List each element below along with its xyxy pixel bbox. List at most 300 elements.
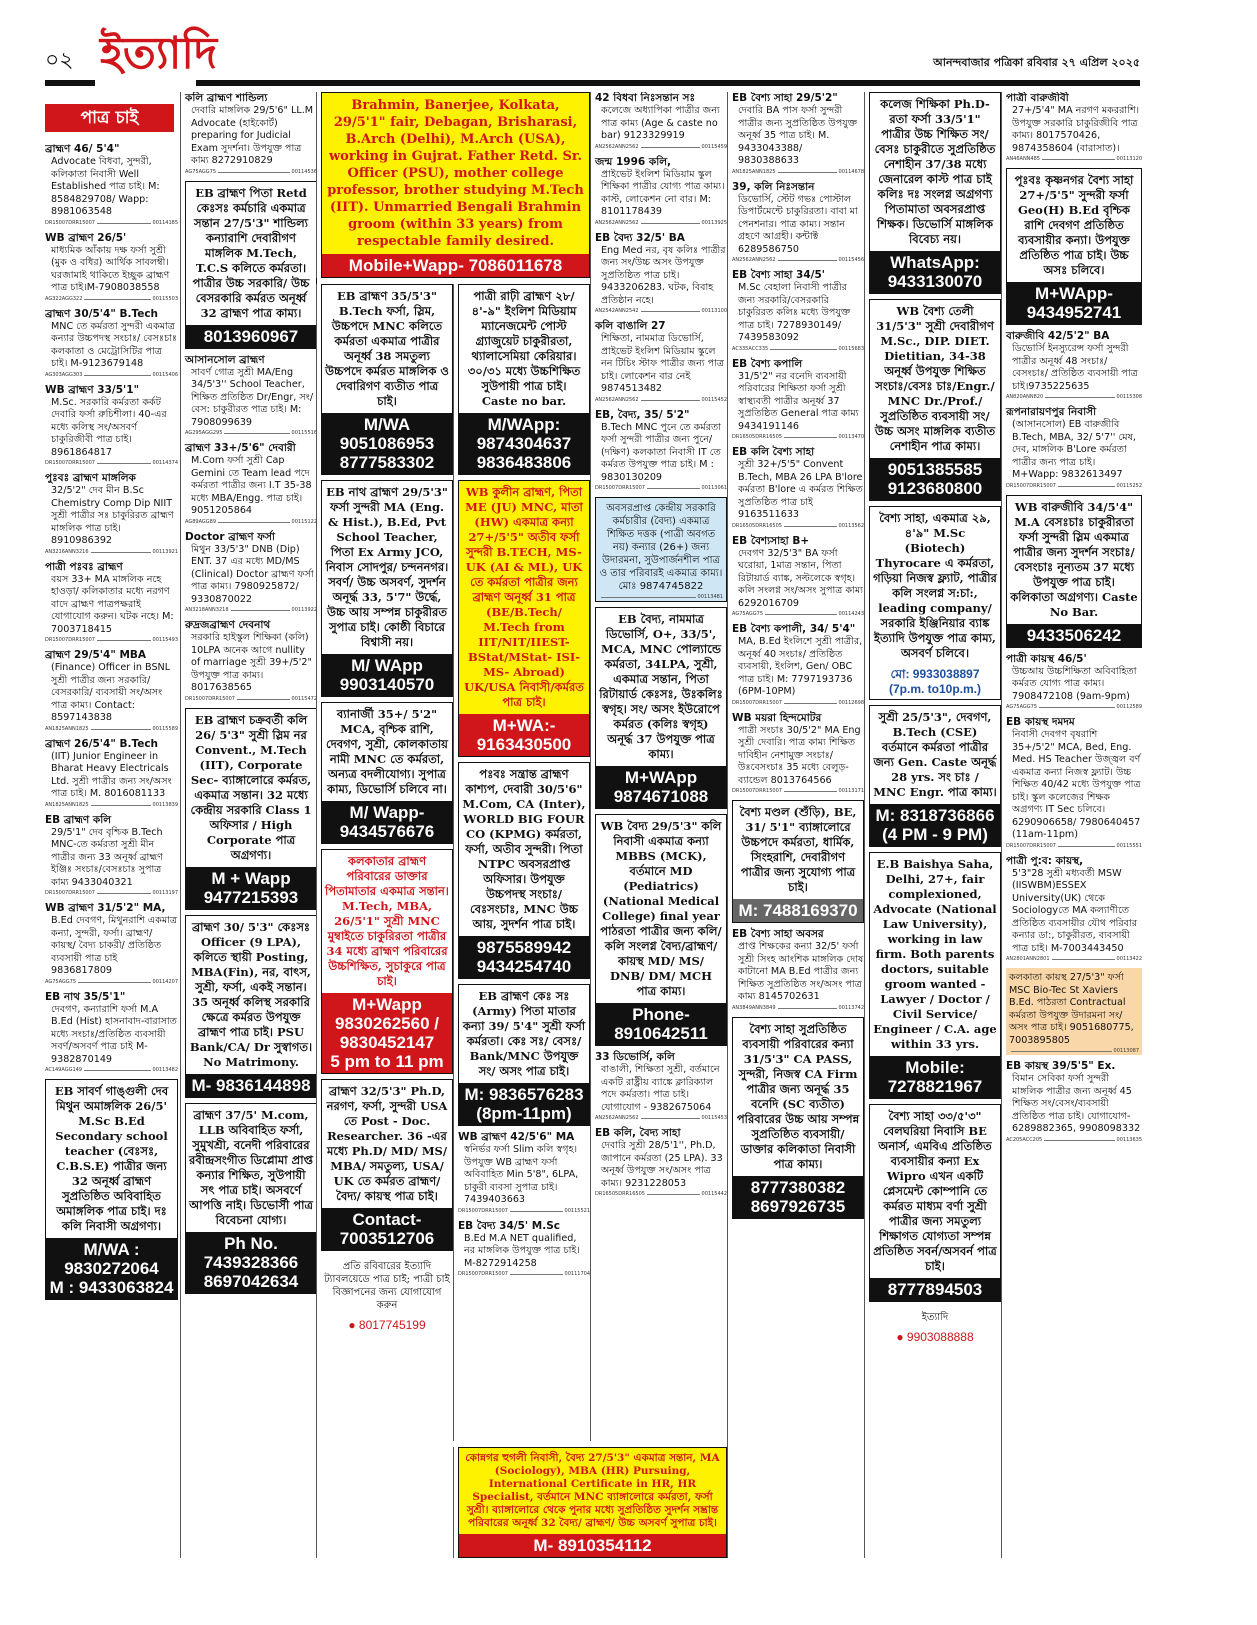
ad-code: AN3216ANN3216 [45, 548, 89, 555]
ad-phone-number[interactable]: Ph No. 7439328366 8697042634 [186, 1232, 316, 1293]
ad-ref-number: 00114207 [152, 978, 178, 985]
ad-phone-number[interactable]: 9433506242 [1007, 624, 1141, 647]
ad-code: DR15007DRR15007 [732, 788, 782, 794]
boxed-ad [732, 800, 864, 923]
ad-phone-number[interactable]: M- 9836144898 [186, 1074, 316, 1097]
ad-code-line [45, 460, 178, 467]
ad-title: ব্রাহ্মণ 33+/5'6" দেবারী [185, 442, 296, 454]
ad-body: ব্রাহ্মণ 30/ 5'3" কেঃসঃ Officer (9 LPA), কলিতে স্থায়ী Posting, MBA(Fin), নর, বাৎস, সুশ্রী, ফর্সা, একই সন্তান। 35 অনূর্ধ্ব কলিস্থ সরকারি ক্ষেত্রে কর্মরত উপযুক্ত ব্রাহ্মণ পাত্র চাই। PSU Bank/CA/ Dr সুস্বাগত। No Matrimony. [189, 919, 313, 1069]
ad-phone-number[interactable]: ● 9903088888 [869, 1328, 1001, 1347]
ad-code: AG89AGG89 [185, 518, 217, 525]
divider-line [84, 1070, 151, 1071]
divider-line [778, 172, 837, 173]
ad-body: প্রতি রবিবারের ইত্যাদি ট্যাবলয়েডে পাত্র চাই; পাত্রী চাই বিজ্ঞাপনের জন্য যোগাযোগ করুন [324, 1261, 450, 1311]
divider-line [237, 699, 290, 700]
classified-ad [732, 623, 864, 707]
ad-ref-number: 00115459 [701, 143, 727, 150]
ad-code: AN3849ANN3849 [732, 1004, 776, 1011]
ad-code: AG295AGG295 [185, 430, 223, 436]
classified-ad [1006, 653, 1142, 712]
ad-body: EB সাবর্ণ গাঙ্গুলী দেব মিথুন অমাঙ্গলিক 26/5' M.Sc B.Ed Secondary school teacher (বেঃসঃ, C.B.S.E) পাত্রীর জন্য 32 অনূর্ধ্ব ব্রাহ্মণ সুপ্রতিষ্ঠিত অবিবাহিত অমাঙ্গলিক পাত্র চাই। দঃ কলি নিবাসী অগ্রগণ্য। [54, 1084, 169, 1233]
ad-body: ব্রাহ্মণ 37/5' M.com, LLB অবিবাহিত ফর্সা, সুমুখশ্রী, বনেদী পরিবারের রবীন্দ্রসংগীত ডিপ্লোমা প্রাপ্ত কন্যার শিক্ষিত, সুউপায়ী সৎ পাত্র চাই। অসবর্ণে আপত্তি নাই। ডিভোর্সী পাত্র বিবেচনা যোগ্য। [189, 1107, 313, 1227]
ad-body: 31/5'2" নর বনেদি ব্যবসায়ী পরিবারের শিক্ষিতা ফর্সা সুশ্রী স্বাস্থ্যবতী পাত্রীর অনূর্ধ্ব 37 সুপ্রতিষ্ঠিত General পাত্র কাম্য 9434191146 [738, 370, 859, 432]
ad-code-line [1006, 843, 1142, 850]
ad-code-line [599, 594, 723, 601]
ad-ref-number: 00115252 [1116, 482, 1142, 489]
ad-code: AN2562ANN2562 [595, 1115, 639, 1121]
ad-phone-number[interactable]: 9051385585 9123680800 [870, 458, 1000, 500]
ad-body: 5'3"28 সুশ্রী মধ্যবর্তী MSW (IISWBM)ESSEX University(UK) থেকে Sociologyতে MA কল্যাণীতে প্রতিষ্ঠিত ব্যবসায়ীর যৌথ পরিবার কন্যার ডা:, চাকুরীরত, ব্যবসায়ী পাত্র চাই। M-7003443450 [1012, 867, 1138, 954]
column-1 [45, 96, 178, 1558]
boxed-ad [869, 705, 1001, 847]
divider-line [91, 805, 151, 806]
ad-title: পাত্রী পঃবঃ ব্রাহ্মণ [45, 560, 123, 573]
boxed-ad [321, 92, 590, 278]
boxed-ad [458, 284, 590, 475]
classified-ad [732, 358, 864, 442]
ad-code: AG75AGG75 [185, 168, 217, 175]
ad-code-line [458, 1271, 590, 1278]
ad-body: E.B Baishya Saha, Delhi, 27+, fair complexioned, Advocate (National Law University), working in law firm. Both parents doctors, suitable groom wanted - Lawyer / Doctor / Civil Service/ Engineer / C.A. age within 33 yrs. [873, 857, 997, 1051]
column-5 [590, 92, 727, 1441]
ad-phone-number[interactable]: M/ Wapp- 9434576676 [322, 801, 452, 843]
ad-code: AN1825ANN1825 [45, 801, 89, 808]
divider-line [231, 610, 290, 611]
ad-code-line [45, 890, 178, 897]
boxed-ad [321, 1256, 453, 1335]
column-7 [864, 92, 1001, 1558]
featured-ad-bottom [453, 1447, 727, 1558]
classified-ad [595, 320, 727, 404]
boxed-ad [595, 814, 727, 1046]
classified-ad [45, 738, 178, 809]
ad-ref-number: 00113470 [838, 434, 864, 440]
divider-line [641, 1118, 700, 1119]
column-4 [453, 284, 590, 1441]
ad-body: পূঃবঃ কৃষ্ণনগর বৈশ্য সাহা 27+/5'5" সুন্দরী ফর্সা Geo(H) B.Ed বৃশ্চিক রাশি দেবগণ প্রতিষ্ঠিত ব্যবসায়ীর কন্যা। উপযুক্ত প্রতিষ্ঠিত পাত্র চাই। উচ্চ অসঃ চলিবে। [1014, 173, 1134, 277]
ad-body: EB ব্রাহ্মণ চক্রবর্তী কলি 26/ 5'3" সুশ্রী স্লিম নর Convent., M.Tech (IIT), Corporate Sec- ব্যাঙ্গালোরে কর্মরত, একমাত্র সন্তান। 32 মধ্যে কেন্দ্রীয় সরকারি Class 1 অফিসার / High Corporate পাত্র অগ্রগণ্য। [190, 712, 312, 862]
ad-code: AN2562ANN2562 [595, 143, 639, 150]
ad-code: AN2562ANN2562 [595, 219, 639, 226]
ad-phone-number[interactable]: M: 8318736866 (4 PM - 9 PM) [870, 804, 1000, 846]
ad-phone-number[interactable]: Mobile: 7278821967 [870, 1056, 1000, 1098]
ad-ref-number: 00115406 [152, 371, 178, 378]
ad-body: কোন্নগর হুগলী নিবাসী, বৈদ্য 27/5'3" একমাত্র সন্তান, MA (Sociology), MBA (HR) Pursuing, International Certificate in HR, HR Specialist, বর্তমানে MNC ব্যাঙ্গালোরে কর্মরতা, ফর্সা সুশ্রী। ব্যাঙ্গালোরে থেকে পুনার মধ্যে সুপ্রতিষ্ঠিত সুদর্শন সম্ভ্রান্ত পরিবারের অনূর্ধ্ব 32 বৈদ্য/ ব্রাহ্মণ/ উচ্চ অসবর্ণ সুপাত্র চাই। [465, 1452, 720, 1529]
ad-code-line [185, 169, 317, 176]
boxed-ad [869, 92, 1001, 294]
ad-body: EB বৈদ্য, নামমাত্র ডিভোর্সি, O+, 33/5', MCA, MNC পোল্যান্ডে কর্মরতা, 34LPA, সুশ্রী, একমাত্র সন্তান, পিতা রিটায়ার্ড কেঃসঃ, উঃকলিঃ স্বগৃহ। সং/ অসং ইউরোপে কর্মরত (কলিঃ স্বগৃহ) অনূর্দ্ধ 37 উপযুক্ত পাত্র কাম্য। [599, 612, 723, 761]
divider-line [770, 349, 836, 350]
classified-ad [732, 269, 864, 353]
ad-title: কলি ব্রাহ্মণ শান্ডিল্য [185, 92, 268, 104]
ad-body: (আসানসোল) EB বারুজীবি B.Tech, MBA, 32/ 5'7'' মেষ, দেব, মাঙ্গলিক B'Lore কর্মরতা পাত্রীর জন্য পাত্র চাই। M+Wapp: 9832613497 [1012, 419, 1136, 480]
divider-line [1039, 707, 1115, 708]
boxed-ad [869, 506, 1001, 700]
ad-code-line [45, 549, 178, 556]
boxed-ad [185, 708, 317, 910]
ad-code-line [595, 397, 727, 404]
divider-line [78, 982, 151, 983]
classified-ad [45, 649, 178, 733]
ad-ref-number: 00115456 [838, 257, 864, 263]
ad-code: AN3218ANN3218 [185, 607, 229, 613]
divider-line [91, 729, 151, 730]
ad-code: AN1825ANN1825 [732, 168, 776, 175]
ad-ref-number: 00113742 [838, 1004, 864, 1011]
ad-phone-number[interactable]: 8777380382 8697926735 [733, 1176, 863, 1218]
ad-phone-number[interactable]: 8777894503 [870, 1278, 1000, 1301]
featured-ad-top [316, 92, 590, 278]
ad-body: দেবারি সুশ্রী 28/5'1'', Ph.D, জাপানে কর্মরতা (25 LPA). 33 অনূর্ধ্ব উপযুক্ত সং/অসং পাত্র কাম্য। 9231228053 [601, 1140, 723, 1189]
divider-line [1044, 1140, 1114, 1141]
ad-body: EB ব্রাহ্মণ কেঃ সঃ (Army) পিতা মাতার কন্যা 39/ 5'4" সুশ্রী ফর্সা কর্মরতা। কেঃ সঃ/ বেসঃ/ Bank/MNC উপযুক্ত সং/ অসং পাত্র চাই। [462, 989, 586, 1078]
ad-code: DR16505DRR16505 [732, 522, 782, 529]
ad-body: পাত্রী রাঢ়ী ব্রাহ্মণ ২৮/ ৪'-৯" ইংলিশ মিডিয়াম ম্যানেজমেন্ট পোস্ট গ্র্যাজুয়েট চাকুরীরতা, থ্যালাসেমিয়া কেরিয়ার। ৩০/৩১ মধ্যে উচ্চশিক্ষিত সুউপায়ী পাত্র চাই। Caste no bar. [467, 289, 581, 408]
ad-ref-number: 00115452 [701, 396, 727, 403]
header-rule [45, 80, 95, 86]
ad-ref-number: 00115521 [564, 1207, 590, 1214]
divider-line [1052, 959, 1115, 960]
classified-ad [1006, 1060, 1142, 1144]
ad-title: EB কায়স্থ 39/5'5" Ex. [1006, 1060, 1116, 1072]
ad-code-line [732, 788, 864, 795]
ad-code: DR15007DRR15007 [45, 637, 95, 643]
ad-code: DR15007DRR15007 [185, 695, 235, 702]
ad-body: ব্রাহ্মণ 32/5'3" Ph.D, নরগণ, ফর্সা, সুন্দরী USA তে Post - Doc. Researcher. 36 -এর মধ্যে Ph.D/ MD/ MS/ MBA/ সমতুল্য, USA/ UK তে কর্মরত ব্রাহ্মণ/ বৈদ্য/ কায়স্থ পাত্র চাই। [326, 1084, 448, 1203]
column-8 [1001, 92, 1142, 1558]
ad-phone-number[interactable]: M/WA : 9830272064 M : 9433063824 [46, 1238, 177, 1299]
ad-ref-number: 00113100 [701, 308, 727, 314]
ad-code-line [45, 372, 178, 379]
ad-body: কলকাতার ব্রাহ্মণ পরিবারের ডাক্তার পিতামাতার একমাত্র সন্তান। M.Tech, MBA, 26/5'1" সুশ্রী MNC মুম্বাইতে চাকুরিরতা পাত্রীর 34 মধ্যে ব্রাহ্মণ পরিবারের উচ্চশিক্ষিত, সুচাকুরে পাত্র চাই। [325, 854, 449, 988]
ad-body: বৈশ্য সাহা, একমাত্র ২৯, ৪'৯" M.Sc (Biotech) Thyrocare এ কর্মরতা, গড়িয়া নিজস্ব ফ্ল্যাট, পাত্রীর কলি সংলগ্ন স:চা:, leading company/ সরকারি ইঞ্জিনিয়ার ব্যাঙ্ক ইত্যাদি উপযুক্ত পাত্র কাম্য, অসবর্ণ চলিবে। [873, 511, 997, 660]
ad-ref-number: 00115683 [838, 345, 864, 352]
ad-ref-number: 00113635 [1116, 1136, 1142, 1143]
ad-ref-number: 00113422 [1116, 956, 1142, 962]
ad-title: EB কলি বৈশ্য সাহা [732, 446, 815, 458]
ad-title: পাত্রী পু:ব: কায়স্থ, [1006, 854, 1084, 867]
ad-title: 42 বিধবা নিঃসন্তান সঃ [595, 92, 696, 104]
ad-code-line [732, 1005, 864, 1012]
classified-ad [45, 308, 178, 379]
ad-code-line [1006, 156, 1142, 163]
ad-phone-number[interactable]: M+WApp 9874671088 [596, 766, 726, 808]
ad-ref-number: 00113481 [697, 594, 723, 600]
classified-ad [732, 535, 864, 619]
page-number: ০২ [45, 48, 74, 73]
ad-code: DR15007DRR15007 [1006, 842, 1056, 849]
ad-body: মিথুন 33/5'3" DNB (Dip) ENT. 37 এর মধ্যে MD/MS (Clinical) Doctor ব্রাহ্মণ ফর্সা পাত্র কাম্য। 7980925872/ 9330870022 [191, 543, 314, 605]
divider-line [84, 299, 150, 300]
ad-body: সরকারি হাইস্কুল শিক্ষিকা (কলি) 10LPA অনেক আগে nullity of marriage সুশ্রী 39+/5'2" উপযুক্ত পাত্র কাম্য। 8017638565 [191, 632, 312, 693]
ad-code: AN2562ANN2562 [595, 396, 639, 403]
ad-phone-number[interactable]: Contact- 7003512706 [322, 1208, 452, 1250]
divider-line [91, 552, 151, 553]
ad-ref-number: 00115516 [291, 430, 317, 436]
ad-body: স্বনির্ভর ফর্সা Slim কলি স্বগৃহ। উপযুক্ত WB ব্রাহ্মণ ফর্সা অবিবাহিত Min 5'8", 6LPA, চাকুরী ব্যবসা সুপাত্র চাই। 7439403663 [464, 1144, 579, 1205]
column-3 [316, 284, 453, 1558]
ad-body: WB বৈদ্য 29/5'3" কলি নিবাসী একমাত্র কন্যা MBBS (MCK), বর্তমানে MD (Pediatrics) (National Medical College) final year পাঠরতা পাত্রীর জন্য কলি/ কলি সংলগ্ন বৈদ্য/ব্রাহ্মণ/ কায়স্থ MD/ MS/ DNB/ DM/ MCH পাত্র কাম্য। [600, 819, 722, 998]
ad-body: মাধ্যমিক আঁকায় দক্ষ ফর্সা সুশ্রী (মুক ও বধির) আর্থিক সাবলম্বী। ঘরজামাই থাকিতে ইচ্ছুক ব্রাহ্মণ পাত্র চাই।M-7908038558 [51, 244, 170, 293]
ad-code-line [732, 257, 864, 264]
classified-ad [1006, 406, 1142, 490]
ad-code-line [1006, 394, 1142, 401]
boxed-ad [321, 480, 453, 697]
ad-title: EB বৈশ্য কপালী, 34/ 5'4" [732, 623, 856, 635]
boxed-ad [595, 607, 727, 809]
classified-ad [1006, 92, 1142, 163]
ad-title: রুদ্রজব্রাহ্মণ দেবনাথ [185, 619, 271, 631]
ad-phone-number[interactable]: মো: 9933038897 (7p.m. to10p.m.) [870, 665, 1000, 699]
divider-line [97, 640, 151, 641]
ad-phone-number[interactable]: M/WA 9051086953 8777583302 [322, 413, 452, 474]
divider-line [784, 703, 837, 704]
classified-ad [595, 92, 727, 151]
ad-body: অবসরপ্রাপ্ত কেন্দ্রীয় সরকারি কর্মচারীর (বৈদ্য) একমাত্র শিক্ষিত দত্তক (পাত্রী অবগত নয়) কন্যার (26+) জন্য উদারমনা, সুউপার্জনশীল পাত্র ও তার পরিবারই একমাত্র কাম্য। মোঃ 9874745822 [599, 503, 723, 592]
ad-code-line [732, 434, 864, 441]
ad-ref-number: 00113197 [152, 890, 178, 896]
classified-ad [595, 409, 727, 493]
ad-title: WB ব্রাহ্মণ 42/5'6" MA [458, 1131, 575, 1143]
ad-ref-number: 00115472 [291, 695, 317, 702]
boxed-ad [458, 984, 590, 1126]
ad-title: 39, কলি নিঃসন্তান [732, 180, 815, 193]
ad-body: দেবগণ 32/5'3" BA ফর্সা ঘরোয়া, 1মাত্র সন্তান, পিতা রিটায়ার্ড ব্যাঙ্ক, সল্টলেকে স্বগৃহ। কলি সংলগ্ন সং/অসং সুপাত্র কাম্য 6292016709 [738, 547, 863, 609]
classified-ad [45, 814, 178, 898]
ad-ref-number: 00113061 [701, 485, 727, 491]
boxed-ad [185, 915, 317, 1098]
classified-ad [185, 354, 317, 438]
divider-line [97, 463, 151, 464]
classified-ad [45, 384, 178, 468]
ad-body: সুশ্রী 32+/5'5" Convent B.Tech, MBA 26 LPA B'lore কর্মরতা B'lore এ কর্মরত শিক্ষিত সুপ্রতিষ্ঠিত পাত্র চাই 9163511633 [738, 459, 863, 520]
ad-code-line [45, 979, 178, 986]
column-6 [727, 92, 864, 1558]
classified-ad [732, 928, 864, 1012]
classified-ad [45, 232, 178, 303]
divider-line [641, 311, 700, 312]
divider-line [510, 1211, 563, 1212]
ad-code-line [732, 523, 864, 530]
ad-code: AC149AGG149 [45, 1067, 82, 1073]
ad-phone-number[interactable]: M+WA:- 9163430500 [459, 714, 589, 756]
boxed-ad [869, 299, 1001, 501]
divider-line [784, 791, 837, 792]
ad-body: M.Com ফর্সা সুশ্রী Cap Gemini তে Team lead পদে কর্মরতা পাত্রীর জন্য I.T 35-38 মধ্যে MBA/Engg. পাত্র চাই। 9051205864 [191, 455, 312, 516]
ad-body: M.Sc. সরকারি কর্মরতা কর্কট দেবারি ফর্সা রুচিশীলা। 40-এর মধ্যে কলিস্থ সং/অসবর্ণ চাকুরিজীবী পাত্র চাই। 8961864817 [51, 396, 167, 458]
divider-line [1045, 397, 1114, 398]
boxed-ad [45, 1079, 178, 1300]
ad-phone-number[interactable]: Mobile+Wapp- 7086011678 [322, 254, 589, 277]
classified-ad [732, 712, 864, 796]
ad-body: বাঙালী, শিক্ষিতা সুশ্রী, বর্তমানে একটি রাষ্ট্রীয় ব্যাঙ্কে ক্লারিক্যাল পদে কর্মরতা। পাত্র চাই। যোগাযোগ - 9382675064 [601, 1064, 720, 1113]
ad-body: প্রাইভেট ইংলিশ মিডিয়াম স্কুল শিক্ষিকা পাত্রীর যোগ্য পাত্র কাম্য। কাস্ট, লোকেশন নো বার। M: 8101178439 [601, 168, 725, 217]
boxed-ad [321, 702, 453, 844]
ad-title: EB বৈশ্যসাহা B+ [732, 534, 810, 547]
classified-ad [1006, 716, 1142, 850]
ad-ref-number: 00115453 [701, 1115, 727, 1121]
ad-code-line [732, 700, 864, 707]
divider-line [1042, 159, 1115, 160]
ad-code-line [185, 430, 317, 437]
ad-body: পাত্রী সংচাঃ 30/5'2" MA Eng সুশ্রী দেবারি। পাত্র কাম্য শিক্ষিত দাবিহীন নেশামুক্ত সংচাঃ/উঃবেসংচাঃ 35 মধ্যে বেলুড়-ব্যান্ডেল 8013764566 [738, 724, 861, 786]
ad-code: AN46ANN485 [1006, 156, 1040, 162]
dateline: আনন্দবাজার পত্রিকা রবিবার ২৭ এপ্রিল ২০২৫ [933, 56, 1140, 69]
ad-ref-number: 00113922 [291, 607, 317, 613]
ad-body: দেবগণ, কন্যারাশি ফর্সা M.A B.Ed (Hist) হাসনাবাদ-বারাসাত মধ্যে সংচাঃ/প্রতিষ্ঠিত ব্যবসায়ী সবর্ণ/অসবর্ণ পাত্র চাই M-9382870149 [51, 1003, 177, 1065]
ad-code-line [185, 607, 317, 614]
ad-title: EB, বৈদ্য, 35/ 5'2" [595, 408, 690, 421]
divider-line [765, 614, 837, 615]
ad-phone-number[interactable]: ● 8017745199 [321, 1316, 453, 1335]
ad-code-line [595, 1191, 727, 1198]
ad-ref-number: 00112698 [838, 699, 864, 706]
ad-body: 29/5'1" দেব বৃশ্চিক B.Tech MNC-তে কর্মরতা সুশ্রী মীন পাত্রীর জন্য 33 অনূর্ধ্ব ব্রাহ্মণ ইঞ্জিঃ সংচাঃ/বেসঃচাঃ সুপাত্র কাম্য 9433040321 [51, 826, 163, 888]
ad-ref-number: 00113171 [838, 788, 864, 794]
ad-code: AN2562ANN2562 [732, 257, 776, 263]
ad-ref-number: 00113087 [1113, 1048, 1139, 1054]
ad-phone-number[interactable]: M+Wapp 9830262560 / 9830452147 5 pm to 11 pm [322, 993, 452, 1073]
classified-ad [732, 92, 864, 176]
ad-code: AC205ACC205 [1006, 1136, 1043, 1143]
ad-phone-number[interactable]: M/ WApp 9903140570 [322, 654, 452, 696]
ad-code-line [595, 220, 727, 227]
ad-body: সুশ্রী 25/5'3", দেবগণ, B.Tech (CSE) বর্তমানে কর্মরতা পাত্রীর জন্য Gen. Caste অনূর্দ্ধ 28 yrs. সং চাঃ / MNC Engr. পাত্র কাম্য। [873, 710, 997, 799]
ad-ref-number: 00115493 [152, 637, 178, 643]
ad-code: AN1825ANN1825 [45, 725, 89, 732]
classified-ad [732, 181, 864, 265]
ad-code: DR16505DRR16505 [595, 1191, 645, 1197]
boxed-ad [321, 1079, 453, 1251]
ad-ref-number: 00113120 [1116, 156, 1142, 162]
classified-ad [1006, 855, 1142, 964]
divider-line [97, 893, 151, 894]
ad-code: AG322AGG322 [45, 295, 83, 302]
ad-code: AG303AGG303 [45, 371, 83, 378]
ad-body: বৈশ্য সাহা সুপ্রতিষ্ঠিত ব্যবসায়ী পরিবারের কন্যা 31/5'3" CA PASS, সুন্দরী, নিজস্ব CA Firm পাত্রীর জন্য অনূর্দ্ধ 35 বনেদি (SC ব্যতীত) পরিবারের উচ্চ আয় সম্পন্ন সুপ্রতিষ্ঠিত ব্যবসায়ী/ ডাক্তার কলিকাতা নিবাসী পাত্র কাম্য। [736, 1021, 860, 1171]
ad-code-line [595, 308, 727, 315]
classified-ad [595, 156, 727, 227]
classified-ad [1006, 330, 1142, 401]
divider-line [84, 375, 150, 376]
classified-ad [595, 232, 727, 316]
classified-ad [458, 1220, 590, 1279]
classified-ad [595, 1127, 727, 1198]
ad-body: কলেজে অধ্যাপিকা পাত্রীর জন্য পাত্র কাম্য (Age & caste no bar) 9123329919 [601, 105, 720, 141]
ad-title: ব্রাহ্মণ 29/5'4" MBA [45, 649, 147, 661]
divider-line [784, 526, 837, 527]
ad-title: Doctor ব্রাহ্মণ ফর্সা [185, 530, 275, 543]
boxed-ad [458, 762, 590, 979]
ad-ref-number: 00113921 [152, 548, 178, 555]
boxed-ad [732, 1017, 864, 1219]
ad-ref-number: 00115442 [701, 1191, 727, 1197]
ad-body: 32/5'2" দেব মীন B.Sc Chemistry Comp Dip NIIT সুশ্রী পাত্রীর সঃ চাকুরিরত ব্রাহ্মণ মাঙ্গলিক পাত্র চাই। 8910986392 [51, 485, 174, 546]
divider-line [1058, 846, 1115, 847]
ad-body: 27+/5'4" MA নরগণ মকররাশি। উপযুক্ত সরকারি চাকুরিজীবি পাত্র কাম্য। 8017570426, 9874358604 (বারাসাত)। [1012, 105, 1140, 154]
divider-line [224, 433, 289, 434]
ad-body: WB বারুজীবি 34/5'4" M.A বেসঃচাঃ চাকুরীরতা ফর্সা সুন্দরী স্লিম একমাত্র পাত্রীর জন্য সুদর্শন সংচাঃ/বেসংচাঃ নূন্যতম 37 মধ্যে উপযুক্ত পাত্র চাই। কলিকাতা অগ্রগণ্য। Caste No Bar. [1010, 499, 1138, 619]
section-logo: ইত্যাদি [100, 28, 218, 79]
column-2 [180, 92, 317, 1558]
ad-title: রূপনারায়ণপুর নিবাসী [1006, 406, 1097, 418]
ad-title: পাত্রী বারুজীবী [1006, 92, 1069, 104]
divider-line [647, 1194, 700, 1195]
ad-code-line [185, 519, 317, 526]
divider-line [97, 223, 151, 224]
ad-phone-number[interactable]: M: 7488169370 [733, 899, 863, 922]
ad-title: EB নাথ 35/5'1" [45, 990, 126, 1003]
ad-phone-number[interactable]: M + Wapp 9477215393 [186, 867, 316, 909]
ad-body: M.Sc বেহালা নিবাসী পাত্রীর জন্য সরকারি/বেসরকারি চাকুরিরত কলিঃ মধ্যে উপযুক্ত পাত্র চাই। 7278930149/ 7439583092 [738, 282, 851, 343]
ad-phone-number[interactable]: WhatsApp: 9433130070 [870, 251, 1000, 293]
ad-title: WB ব্রাহ্মণ 26/5' [45, 231, 127, 244]
ad-body: B.Tech MNC পুনে তে কর্মরতা ফর্সা সুন্দরী পাত্রীর জন্য পুনে/ (দক্ষিণ) কলকাতা নিবাসী IT তে কর্মরত উপযুক্ত পাত্র চাই। M : 9830130209 [601, 421, 721, 483]
ad-ref-number: 00113925 [701, 219, 727, 226]
ad-body: দেবারি BA পাস ফর্সা সুন্দরী পাত্রীর জন্য সুপ্রতিষ্ঠিত উপযুক্ত অনূর্ধ্ব 35 পাত্র চাই। M. 9433043388/ 9830388633 [738, 105, 858, 166]
divider-line [778, 260, 837, 261]
ad-code-line [732, 346, 864, 353]
ad-phone-number[interactable]: M: 9836576283 (8pm-11pm) [459, 1083, 589, 1125]
ad-title: EB বৈদ্য 32/5' BA [595, 231, 685, 244]
ad-title: EB কলি, বৈদ্য সাহা [595, 1127, 681, 1139]
ad-code: AN820ANN820 [1006, 394, 1044, 400]
ad-body: WB বৈশ্য তেলী 31/5'3" সুশ্রী দেবারীগণ M.Sc., DIP. DIET. Dietitian, 34-38 অনূর্ধ্ব উপযুক্ত শিক্ষিত সংচাঃ/বেসঃ চাঃ/Engr./ MNC Dr./Prof./ সুপ্রতিষ্ঠিত ব্যবসায়ী সং/ উচ্চ অসং মাঙ্গলিক ব্যতীত নেশাহীন পাত্র কাম্য। [874, 304, 996, 453]
classified-ad [595, 1051, 727, 1122]
ad-title: 33 ডিভোর্সি, কলি [595, 1051, 675, 1063]
ad-title: ব্রাহ্মণ 30/5'4" B.Tech [45, 307, 159, 320]
ad-code: AG75AGG75 [1006, 704, 1038, 710]
ad-code-line [1009, 1048, 1139, 1055]
ad-body: Brahmin, Banerjee, Kolkata, 29/5'1" fair, Debagan, Brisharasi, B.Arch (Delhi), M.Arch (USA), working in Gujrat. Father Retd. Sr. Officer (PSU), mother college professor, brother studying M.Tech (IIT). Unmarried Bengali Brahmin groom (within 33 years) from respectable family desired. [327, 98, 584, 249]
ad-phone-number[interactable]: 9875589942 9434254740 [459, 936, 589, 978]
ad-code-line [1006, 1137, 1142, 1144]
ad-code-line [45, 637, 178, 644]
ad-phone-number[interactable]: M- 8910354112 [459, 1534, 726, 1557]
ad-ref-number: 00114185 [152, 219, 178, 226]
header-rule [196, 80, 1140, 86]
ad-code: DR15007DRR15007 [458, 1271, 508, 1277]
classified-ad [185, 92, 317, 176]
ad-code: AN2801ANN2801 [1006, 956, 1050, 962]
ad-body: উচ্চআয় উচ্চশিক্ষিতা অবিবাহিতা কর্মরত যোগ্য পাত্র কাম্য। 7908472108 (9am-9pm) [1012, 665, 1137, 702]
ad-phone-number[interactable]: M/WApp: 9874304637 9836483806 [459, 413, 589, 474]
section-heading: পাত্র চাই [45, 104, 174, 132]
ad-title: ব্রাহ্মণ 46/ 5'4" [45, 143, 120, 155]
divider-line [641, 400, 700, 401]
boxed-ad [458, 480, 590, 757]
boxed-ad [869, 1104, 1001, 1302]
ad-code: DR15007DRR15007 [1006, 482, 1056, 489]
ad-phone-number[interactable]: M+WApp- 9434952741 [1007, 282, 1141, 324]
ad-title: জন্ম 1996 কলি, [595, 155, 672, 168]
ad-body: কলকাতা কায়স্থ 27/5'3" ফর্সা MSC Bio-Tec St Xaviers B.Ed. পাঠরতা Contractual কর্মরতা উপযুক্ত উদারমনা সং/অসং পাত্র চাই। 9051680775, 7003895805 [1009, 972, 1134, 1046]
ad-phone-number[interactable]: 8013960967 [186, 325, 316, 348]
ad-code: DR15007DRR15007 [732, 699, 782, 706]
ad-code-line [595, 144, 727, 151]
ad-phone-number[interactable]: Phone- 8910642511 [596, 1003, 726, 1045]
ad-ref-number: 00112589 [1116, 704, 1142, 710]
divider-line [601, 597, 696, 598]
ad-body: B.Ed দেবগণ, মিথুনরাশি একমাত্র কন্যা, সুন্দরী, ফর্সা। ব্রাহ্মণ/ কায়স্থ/ বৈদ্য চাকরী/ প্রতিষ্ঠিত ব্যবসায়ী পাত্র চাই 9836817809 [51, 915, 178, 976]
ad-code-line [1006, 704, 1142, 711]
ad-body: MA, B.Ed ইংলিশে সুশ্রী পাত্রীর, অনূর্ধ্ব 40 সংচাঃ/ প্রতিষ্ঠিত ব্যবসায়ী, ইংলিশ, Gen/ OBC পাত্র চাই। M: 7797193736 (6PM-10PM) [738, 636, 863, 697]
ad-code: DR15007DRR15007 [45, 890, 95, 896]
ad-body: পঃবঃ সন্ত্রান্ত ব্রাহ্মণ কাশ্যপ, দেবারী 30/5'6" M.Com, CA (Inter), WORLD BIG FOUR CO (KPMG) কর্মরতা, ফর্সা, অতীব সুন্দরী। পিতা NTPC অবসরপ্রাপ্ত অফিসার। উপযুক্ত উচ্চপদস্থ সংচাঃ/ বেঃসংচাঃ, MNC উচ্চ আয়, সুদর্শন পাত্র চাই। [462, 767, 586, 931]
ad-title: EB বৈশ্য সাহা 34/5' [732, 269, 825, 281]
ad-ref-number: 00113562 [838, 522, 864, 529]
boxed-ad [321, 284, 453, 475]
